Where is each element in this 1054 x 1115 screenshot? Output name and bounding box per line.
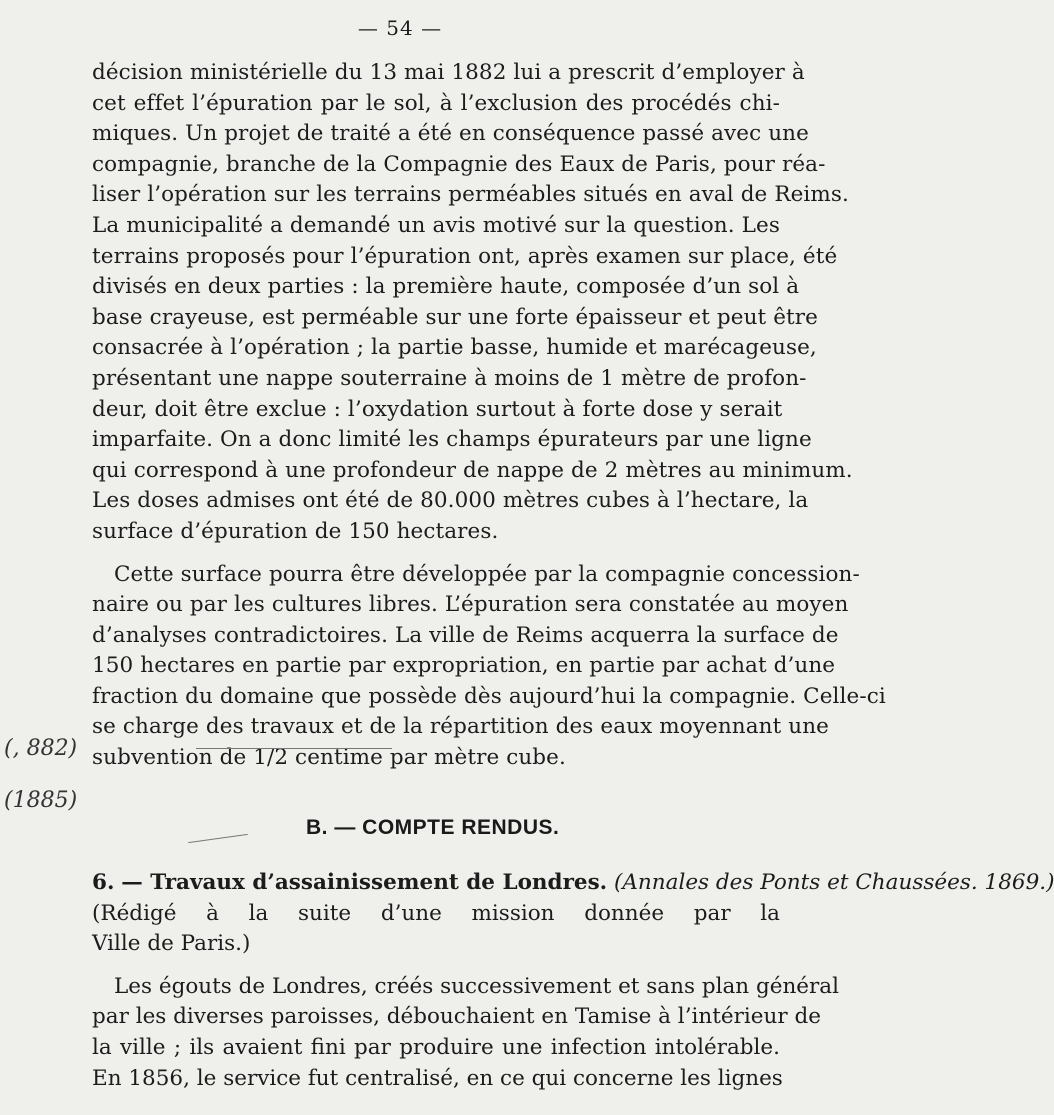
text-line: naire ou par les cultures libres. L’épuration sera constatée au moyen <box>92 592 849 618</box>
paragraph-3 <box>92 972 840 1094</box>
main-text <box>92 58 886 774</box>
text-line: Les égouts de Londres, créés successivement et sans plan général <box>114 973 840 999</box>
text-line: En 1856, le service fut centralisé, en ce qui concerne les lignes <box>92 1065 783 1091</box>
text-line: imparfaite. On a donc limité les champs épurateurs par une ligne <box>92 427 812 453</box>
text-line: deur, doit être exclue : l’oxydation surtout à forte dose y serait <box>92 396 783 422</box>
text-line: La municipalité a demandé un avis motivé sur la question. Les <box>92 212 780 238</box>
article-block <box>92 868 1054 1094</box>
margin-note-handwritten: (1885) <box>4 788 78 813</box>
text-line: décision ministérielle du 13 mai 1882 lui a prescrit d’employer à <box>92 60 805 85</box>
separator-rule-bottom <box>188 834 248 843</box>
article-note: (Rédigé à la suite d’une mission donnée par la <box>92 900 780 926</box>
text-line: qui correspond à une profondeur de nappe de 2 mètres au minimum. <box>92 457 853 483</box>
text-line: consacrée à l’opération ; la partie basse, humide et marécageuse, <box>92 335 817 361</box>
text-line: fraction du domaine que possède dès aujourd’hui la compagnie. Celle-ci <box>92 683 886 709</box>
article-source: (Annales des Ponts et Chaussées. 1869.) <box>614 870 1054 895</box>
article-title: — Travaux d’assainissement de Londres. <box>121 870 608 895</box>
text-line: compagnie, branche de la Compagnie des Eaux de Paris, pour réa- <box>92 151 826 177</box>
paragraph-1 <box>92 58 853 548</box>
text-line: subvention de 1/2 centime par mètre cube. <box>92 745 566 771</box>
article-title-line <box>92 868 1054 899</box>
text-line: 150 hectares en partie par expropriation, en partie par achat d’une <box>92 653 836 679</box>
text-line: se charge des travaux et de la répartition des eaux moyennant une <box>92 714 829 740</box>
text-line: miques. Un projet de traité a été en conséquence passé avec une <box>92 121 809 147</box>
text-line: liser l’opération sur les terrains perméables situés en aval de Reims. <box>92 182 849 208</box>
text-line: par les diverses paroisses, débouchaient en Tamise à l’intérieur de <box>92 1004 821 1030</box>
text-line: terrains proposés pour l’épuration ont, après examen sur place, été <box>92 243 838 269</box>
page-number: — 54 — <box>357 16 443 40</box>
text-line: divisés en deux parties : la première haute, composée d’un sol à <box>92 274 800 300</box>
text-line: cet effet l’épuration par le sol, à l’exclusion des procédés chi- <box>92 90 780 116</box>
paragraph-2 <box>92 560 886 774</box>
text-line: surface d’épuration de 150 hectares. <box>92 518 499 544</box>
section-heading: B. — COMPTE RENDUS. <box>306 816 560 839</box>
text-line: présentant une nappe souterraine à moins de 1 mètre de profon- <box>92 365 807 391</box>
text-line: base crayeuse, est perméable sur une forte épaisseur et peut être <box>92 304 818 330</box>
separator-rule-top <box>196 748 392 749</box>
margin-note-handwritten: (, 882) <box>4 736 78 761</box>
article-number: 6. <box>92 870 115 895</box>
text-line: Les doses admises ont été de 80.000 mètres cubes à l’hectare, la <box>92 488 809 514</box>
text-line: Cette surface pourra être développée par la compagnie concession- <box>114 561 860 587</box>
text-line: la ville ; ils avaient fini par produire une infection intolérable. <box>92 1034 780 1060</box>
text-line: d’analyses contradictoires. La ville de Reims acquerra la surface de <box>92 622 839 648</box>
article-note: Ville de Paris.) <box>92 931 251 957</box>
